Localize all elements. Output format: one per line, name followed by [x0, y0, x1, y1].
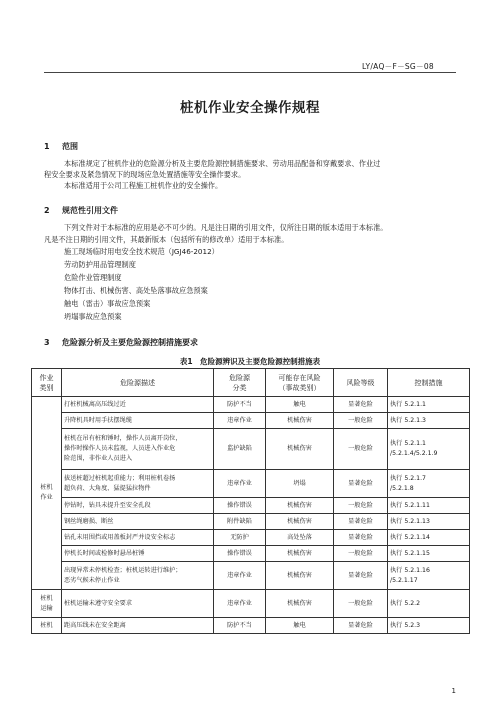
description-cell: 停钻时，钻具未提升至安全孔段 — [62, 498, 214, 514]
header-control: 控制措施 — [388, 369, 470, 397]
hazard-class-cell: 防护不当 — [214, 618, 266, 634]
section-1-heading — [44, 141, 78, 152]
table-row — [32, 618, 470, 634]
reference-item: 触电（雷击）事故应急预案 — [64, 299, 151, 308]
paragraph-line: 程安全要求及紧急情况下的现场应急处置措施等安全操作要求。 — [44, 170, 246, 179]
risk-level-cell: 一般危险 — [334, 590, 388, 618]
control-cell: 执行 5.2.1.11 — [388, 498, 470, 514]
control-cell: 执行 5.2.1.14 — [388, 530, 470, 546]
accident-type-cell: 触电 — [266, 618, 334, 634]
control-cell: 执行 5.2.1.7 /5.2.1.8 — [388, 470, 470, 498]
paragraph-line: 本标准适用于公司工程施工桩机作业的安全操作。 — [64, 181, 223, 190]
category-cell: 桩机 — [32, 618, 62, 634]
control-cell: 执行 5.2.1.1 — [388, 397, 470, 413]
hazard-class-cell: 防护不当 — [214, 397, 266, 413]
risk-level-cell: 显著危险 — [334, 530, 388, 546]
table-row — [32, 590, 470, 618]
section-title: 范围 — [62, 142, 78, 151]
reference-item: 劳动防护用品管理制度 — [64, 260, 136, 269]
reference-item: 坍塌事故应急预案 — [64, 312, 122, 321]
table-row — [32, 562, 470, 590]
hazard-class-cell: 违章作业 — [214, 413, 266, 429]
table-row — [32, 514, 470, 530]
hazard-class-cell: 违章作业 — [214, 562, 266, 590]
reference-item: 危险作业管理制度 — [64, 273, 122, 282]
risk-level-cell: 一般危险 — [334, 546, 388, 562]
accident-type-cell: 坍塌 — [266, 470, 334, 498]
table-row — [32, 397, 470, 413]
control-cell: 执行 5.2.1.13 — [388, 514, 470, 530]
description-cell: 桩机运输未遵守安全要求 — [62, 590, 214, 618]
accident-type-cell: 机械伤害 — [266, 429, 334, 470]
accident-type-cell: 机械伤害 — [266, 498, 334, 514]
accident-type-cell: 机械伤害 — [266, 562, 334, 590]
hazard-class-cell: 无防护 — [214, 530, 266, 546]
section-title: 危险源分析及主要危险源控制措施要求 — [62, 338, 198, 347]
control-cell: 执行 5.2.1.3 — [388, 413, 470, 429]
document-number: LY/AQ－F－SG－08 — [361, 62, 434, 71]
description-cell: 钢丝绳磨损、断丝 — [62, 514, 214, 530]
accident-type-cell: 机械伤害 — [266, 413, 334, 429]
risk-level-cell: 显著危险 — [334, 397, 388, 413]
table-row — [32, 546, 470, 562]
description-cell: 停机长时间或检修时悬吊桩锤 — [62, 546, 214, 562]
reference-item: 施工现场临时用电安全技术规范（JGJ46-2012） — [64, 247, 219, 256]
table-row — [32, 413, 470, 429]
table-caption: 表1 危险源辨识及主要危险源控制措施表 — [179, 357, 321, 366]
section-title: 规范性引用文件 — [62, 206, 118, 215]
risk-level-cell: 显著危险 — [334, 470, 388, 498]
control-cell: 执行 5.2.1.16 /5.2.1.17 — [388, 562, 470, 590]
header-description: 危险源描述 — [62, 369, 214, 397]
table-row — [32, 429, 470, 470]
page-number: 1 — [451, 687, 456, 695]
control-cell: 执行 5.2.2 — [388, 590, 470, 618]
accident-type-cell: 机械伤害 — [266, 546, 334, 562]
risk-level-cell: 显著危险 — [334, 618, 388, 634]
paragraph-line: 凡是不注日期的引用文件，其最新版本（包括所有的修改单）适用于本标准。 — [44, 235, 289, 244]
hazard-class-cell: 监护缺陷 — [214, 429, 266, 470]
risk-level-cell: 显著危险 — [334, 562, 388, 590]
header-accident-type: 可能存在风险 （事故类别） — [266, 369, 334, 397]
category-cell: 桩机 运输 — [32, 590, 62, 618]
section-3-heading — [44, 337, 198, 348]
risk-level-cell: 一般危险 — [334, 498, 388, 514]
risk-level-cell: 显著危险 — [334, 514, 388, 530]
header-hazard-class: 危险源 分类 — [214, 369, 266, 397]
hazard-class-cell: 违章作业 — [214, 590, 266, 618]
description-cell: 打桩机械离高压线过近 — [62, 397, 214, 413]
section-number: 1 — [44, 142, 50, 151]
risk-level-cell: 一般危险 — [334, 429, 388, 470]
header-category: 作业 类别 — [32, 369, 62, 397]
table-row — [32, 530, 470, 546]
paragraph-line: 下列文件对于本标准的应用是必不可少的。凡是注日期的引用文件，仅所注日期的版本适用于本标准。 — [64, 223, 388, 232]
table-header-row — [32, 369, 470, 397]
hazard-class-cell: 违章作业 — [214, 470, 266, 498]
description-cell: 升降机具时用手扶摆绳缆 — [62, 413, 214, 429]
control-cell: 执行 5.2.1.1 /5.2.1.4/5.2.1.9 — [388, 429, 470, 470]
table-row — [32, 498, 470, 514]
hazard-control-table — [31, 368, 470, 634]
paragraph-line: 本标准规定了桩机作业的危险源分析及主要危险源控制措施要求、劳动用品配备和穿戴要求、作业过 — [64, 159, 381, 168]
description-cell: 距高压线未在安全距离 — [62, 618, 214, 634]
description-cell: 钻孔未用围挡或用盖板封严并设安全标志 — [62, 530, 214, 546]
hazard-class-cell: 操作错误 — [214, 546, 266, 562]
category-cell: 桩机 作业 — [32, 397, 62, 590]
header-rule — [44, 72, 456, 73]
section-number: 3 — [44, 338, 50, 347]
control-cell: 执行 5.2.3 — [388, 618, 470, 634]
description-cell: 桩机在吊有桩和锤时，操作人员离开岗位， 操作时操作人员未监视，人员进入作业危 险范围，非作业人员进入 — [62, 429, 214, 470]
risk-level-cell: 一般危险 — [334, 413, 388, 429]
hazard-class-cell: 附件缺陷 — [214, 514, 266, 530]
control-cell: 执行 5.2.1.15 — [388, 546, 470, 562]
section-2-heading — [44, 205, 118, 216]
description-cell: 出现异常未停机检查；桩机运转进行维护； 恶劣气候未停止作业 — [62, 562, 214, 590]
header-risk-level: 风险等级 — [334, 369, 388, 397]
table-row — [32, 470, 470, 498]
section-number: 2 — [44, 206, 50, 215]
reference-item: 物体打击、机械伤害、高处坠落事故应急预案 — [64, 286, 208, 295]
accident-type-cell: 机械伤害 — [266, 590, 334, 618]
accident-type-cell: 触电 — [266, 397, 334, 413]
accident-type-cell: 高处坠落 — [266, 530, 334, 546]
page-title: 桩机作业安全操作规程 — [180, 100, 320, 116]
hazard-class-cell: 操作错误 — [214, 498, 266, 514]
accident-type-cell: 机械伤害 — [266, 514, 334, 530]
description-cell: 拔送桩超过桩机起重能力；利用桩机卷扬 超负荷、大角度、猛提猛拉物件 — [62, 470, 214, 498]
